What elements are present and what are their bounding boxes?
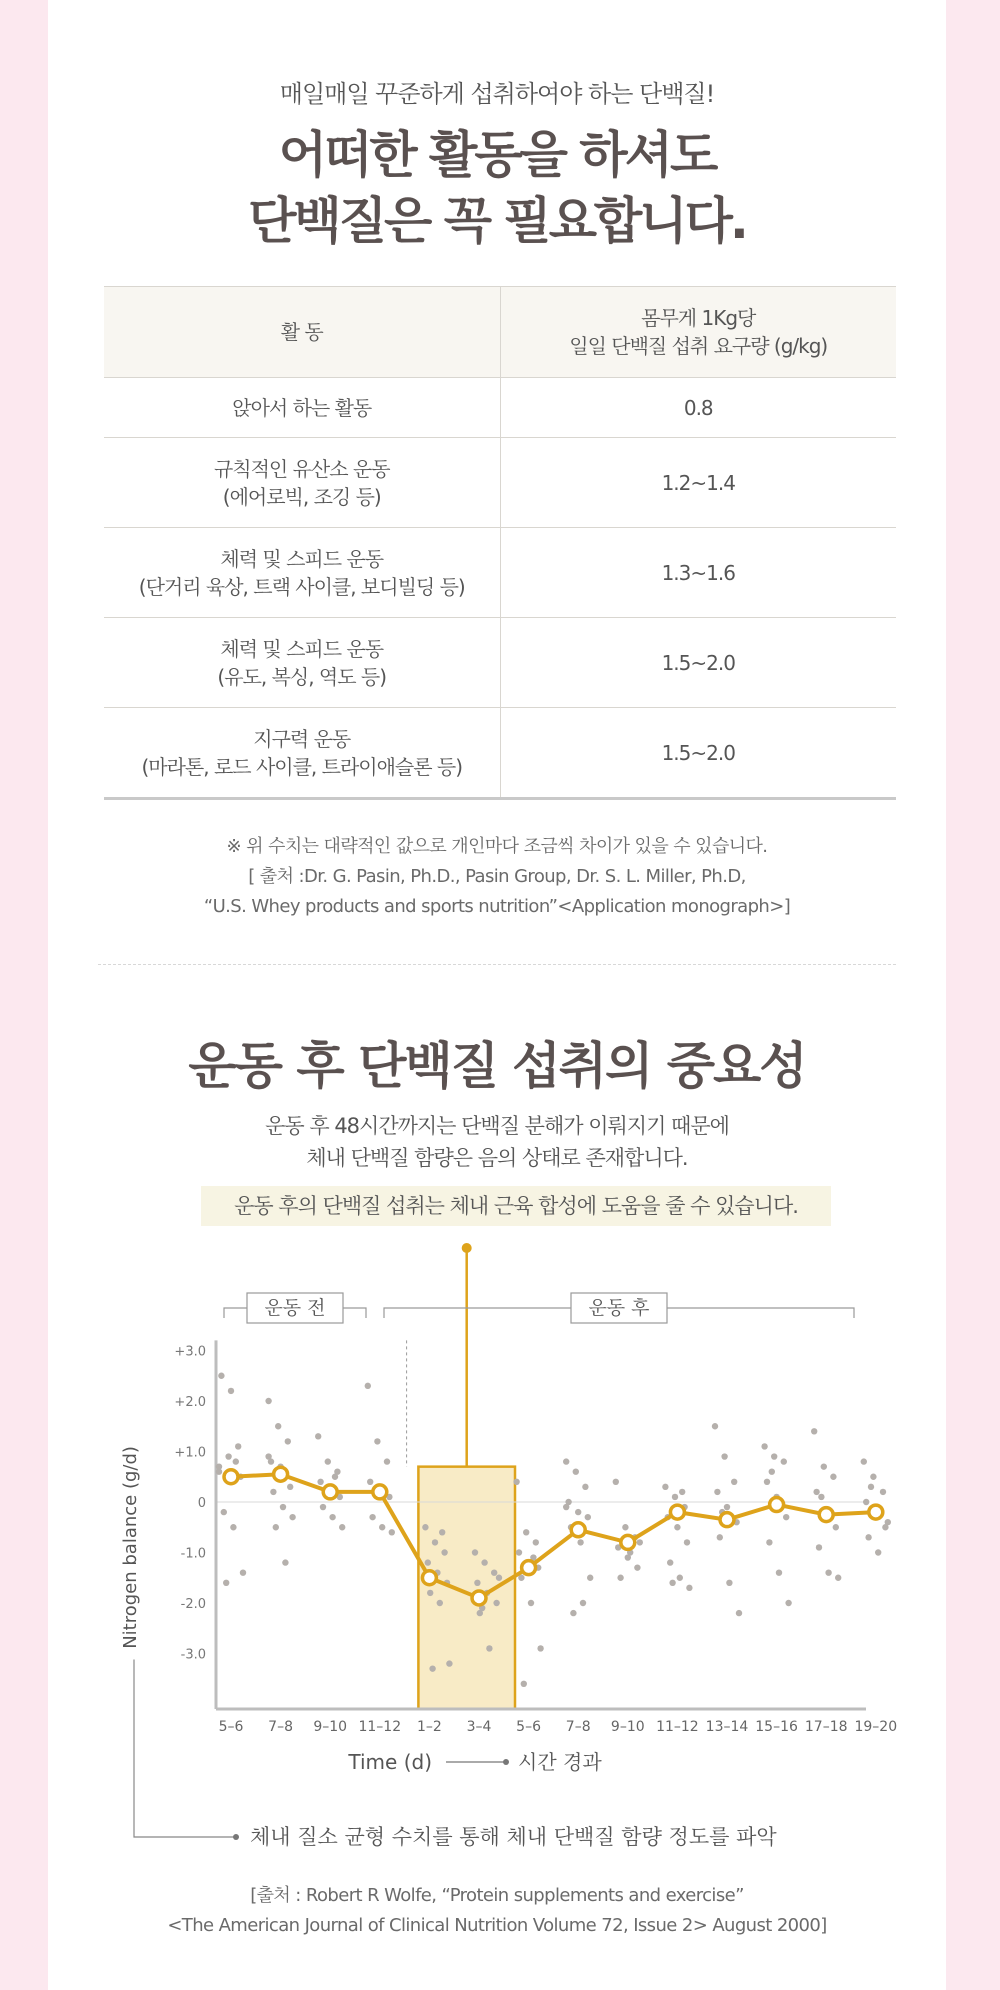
scatter-point xyxy=(587,1575,593,1581)
scatter-point xyxy=(667,1559,673,1565)
x-tick-label: 5–6 xyxy=(516,1719,542,1735)
x-tick-label: 19–20 xyxy=(854,1719,898,1735)
table-header-row xyxy=(104,287,896,378)
scatter-point xyxy=(317,1479,323,1485)
x-tick-label: 17–18 xyxy=(804,1719,848,1735)
x-tick-label: 11–12 xyxy=(358,1719,402,1735)
scatter-point xyxy=(731,1479,737,1485)
scatter-point xyxy=(861,1458,867,1464)
scatter-point xyxy=(270,1489,276,1495)
scatter-point xyxy=(223,1580,229,1586)
scatter-point xyxy=(216,1469,222,1475)
scatter-point xyxy=(637,1539,643,1545)
scatter-point xyxy=(533,1539,539,1545)
activity-cell: 규칙적인 유산소 운동 (에어로빅, 조깅 등) xyxy=(104,438,500,528)
y-tick-label: +2.0 xyxy=(174,1395,206,1410)
scatter-point xyxy=(265,1453,271,1459)
scatter-point xyxy=(835,1575,841,1581)
scatter-point xyxy=(280,1504,286,1510)
value-cell: 1.5~2.0 xyxy=(500,708,896,799)
scatter-point xyxy=(282,1559,288,1565)
scatter-point xyxy=(721,1453,727,1459)
series-point xyxy=(274,1467,288,1481)
scatter-point xyxy=(577,1539,583,1545)
content-card xyxy=(48,0,946,1990)
scatter-point xyxy=(684,1539,690,1545)
x-tick-label: 9–10 xyxy=(313,1719,348,1735)
series-point xyxy=(522,1561,536,1575)
series-point xyxy=(224,1470,238,1484)
scatter-point xyxy=(816,1544,822,1550)
scatter-point xyxy=(493,1600,499,1606)
scatter-point xyxy=(521,1681,527,1687)
source-line: [출처 : Robert R Wolfe, “Protein supplements and exercise” xyxy=(250,1885,744,1906)
scatter-point xyxy=(825,1570,831,1576)
scatter-point xyxy=(570,1610,576,1616)
chart-source xyxy=(48,1881,946,1941)
header-activity: 활 동 xyxy=(104,287,500,378)
table-row xyxy=(104,378,896,438)
note-line: [ 출처 :Dr. G. Pasin, Ph.D., Pasin Group, Dr. S. L. Miller, Ph.D, xyxy=(248,866,746,887)
section-divider xyxy=(98,964,896,965)
scatter-point xyxy=(679,1489,685,1495)
scatter-point xyxy=(811,1428,817,1434)
scatter-point xyxy=(776,1570,782,1576)
scatter-point xyxy=(218,1373,224,1379)
scatter-point xyxy=(441,1549,447,1555)
scatter-point xyxy=(714,1489,720,1495)
x-tick-label: 1–2 xyxy=(416,1719,442,1735)
x-tick-label: 5–6 xyxy=(218,1719,244,1735)
scatter-point xyxy=(332,1474,338,1480)
scatter-point xyxy=(830,1474,836,1480)
scatter-point xyxy=(537,1645,543,1651)
page-headline: 어떠한 활동을 하셔도 단백질은 꼭 필요합니다. xyxy=(248,126,746,250)
scatter-point xyxy=(672,1494,678,1500)
scatter-point xyxy=(585,1514,591,1520)
activity-cell: 체력 및 스피드 운동 (유도, 복싱, 역도 등) xyxy=(104,618,500,708)
value-cell: 1.2~1.4 xyxy=(500,438,896,528)
series-point xyxy=(323,1485,337,1499)
scatter-point xyxy=(422,1524,428,1530)
scatter-point xyxy=(724,1504,730,1510)
scatter-point xyxy=(273,1524,279,1530)
scatter-point xyxy=(833,1524,839,1530)
source-line: <The American Journal of Clinical Nutrition Volume 72, Issue 2> August 2000] xyxy=(167,1915,827,1936)
x-tick-label: 3–4 xyxy=(466,1719,492,1735)
scatter-point xyxy=(289,1514,295,1520)
table-row xyxy=(104,528,896,618)
scatter-point xyxy=(674,1524,680,1530)
scatter-point xyxy=(677,1575,683,1581)
scatter-point xyxy=(769,1469,775,1475)
x-tick-label: 13–14 xyxy=(705,1719,749,1735)
scatter-point xyxy=(622,1524,628,1530)
scatter-point xyxy=(613,1479,619,1485)
scatter-point xyxy=(432,1539,438,1545)
x-tick-label: 7–8 xyxy=(268,1719,294,1735)
scatter-point xyxy=(870,1474,876,1480)
table-notes xyxy=(48,832,946,922)
scatter-point xyxy=(225,1453,231,1459)
scatter-point xyxy=(868,1484,874,1490)
scatter-point xyxy=(736,1610,742,1616)
series-point xyxy=(720,1513,734,1527)
scatter-point xyxy=(863,1499,869,1505)
header-requirement: 몸무게 1Kg당 일일 단백질 섭취 요구량 (g/kg) xyxy=(500,287,896,378)
eyebrow-text: 매일매일 꾸준하게 섭취하여야 하는 단백질! xyxy=(279,80,715,108)
chart-annotation: 체내 질소 균형 수치를 통해 체내 단백질 함량 정도를 파악 xyxy=(250,1825,777,1849)
highlight-banner: 운동 후의 단백질 섭취는 체내 근육 합성에 도움을 줄 수 있습니다. xyxy=(201,1186,831,1226)
scatter-point xyxy=(481,1559,487,1565)
scatter-point xyxy=(686,1585,692,1591)
y-tick-label: -2.0 xyxy=(180,1597,206,1612)
annotation-dot xyxy=(233,1834,239,1840)
scatter-point xyxy=(766,1539,772,1545)
scatter-point xyxy=(221,1509,227,1515)
scatter-point xyxy=(771,1453,777,1459)
table-row xyxy=(104,438,896,528)
series-point xyxy=(670,1505,684,1519)
scatter-point xyxy=(389,1529,395,1535)
scatter-point xyxy=(265,1398,271,1404)
scatter-point xyxy=(662,1484,668,1490)
callout-dot xyxy=(462,1243,472,1253)
scatter-point xyxy=(339,1524,345,1530)
series-point xyxy=(869,1505,883,1519)
scatter-point xyxy=(582,1484,588,1490)
y-tick-label: +1.0 xyxy=(174,1445,206,1461)
x-axis-label: Time (d) xyxy=(348,1750,432,1774)
scatter-point xyxy=(384,1458,390,1464)
table-row xyxy=(104,708,896,799)
scatter-point xyxy=(275,1423,281,1429)
scatter-point xyxy=(717,1534,723,1540)
scatter-point xyxy=(472,1549,478,1555)
phase-before-label: 운동 전 xyxy=(264,1297,326,1319)
scatter-point xyxy=(437,1600,443,1606)
scatter-point xyxy=(486,1645,492,1651)
scatter-point xyxy=(329,1514,335,1520)
value-cell: 0.8 xyxy=(500,378,896,438)
scatter-point xyxy=(439,1529,445,1535)
y-tick-label: 0 xyxy=(197,1496,206,1511)
scatter-point xyxy=(761,1443,767,1449)
value-cell: 1.5~2.0 xyxy=(500,618,896,708)
scatter-point xyxy=(315,1433,321,1439)
scatter-point xyxy=(783,1514,789,1520)
scatter-point xyxy=(427,1590,433,1596)
annotation-line xyxy=(134,1660,234,1838)
note-line: ※ 위 수치는 대략적인 값으로 개인마다 조금씩 차이가 있을 수 있습니다. xyxy=(226,836,768,857)
scatter-point xyxy=(474,1580,480,1586)
x-tick-label: 7–8 xyxy=(565,1719,591,1735)
note-line: “U.S. Whey products and sports nutrition”<Application monograph>] xyxy=(203,896,791,917)
protein-requirement-table xyxy=(104,286,896,800)
scatter-point xyxy=(726,1580,732,1586)
scatter-point xyxy=(374,1438,380,1444)
scatter-point xyxy=(781,1458,787,1464)
scatter-point xyxy=(369,1514,375,1520)
section-description: 운동 후 48시간까지는 단백질 분해가 이뤄지기 때문에 체내 단백질 함량은 음의 상태로 존재합니다. xyxy=(265,1114,729,1170)
scatter-point xyxy=(320,1504,326,1510)
scatter-point xyxy=(325,1458,331,1464)
series-point xyxy=(571,1523,585,1537)
scatter-point xyxy=(228,1388,234,1394)
scatter-point xyxy=(563,1458,569,1464)
series-point xyxy=(422,1571,436,1585)
scatter-point xyxy=(379,1524,385,1530)
scatter-point xyxy=(563,1504,569,1510)
scatter-point xyxy=(287,1484,293,1490)
scatter-point xyxy=(240,1570,246,1576)
series-point xyxy=(621,1535,635,1549)
scatter-point xyxy=(885,1519,891,1525)
scatter-point xyxy=(573,1469,579,1475)
scatter-point xyxy=(235,1443,241,1449)
activity-cell: 지구력 운동 (마라톤, 로드 사이클, 트라이애슬론 등) xyxy=(104,708,500,799)
highlight-range-box xyxy=(418,1467,515,1709)
scatter-point xyxy=(513,1479,519,1485)
scatter-point xyxy=(764,1479,770,1485)
y-tick-label: -3.0 xyxy=(180,1647,206,1663)
scatter-point xyxy=(496,1575,502,1581)
scatter-point xyxy=(233,1458,239,1464)
scatter-point xyxy=(365,1383,371,1389)
y-axis-label: Nitrogen balance (g/d) xyxy=(120,1446,141,1649)
scatter-point xyxy=(528,1600,534,1606)
scatter-point xyxy=(875,1549,881,1555)
scatter-point xyxy=(516,1549,522,1555)
nitrogen-balance-chart xyxy=(48,1230,946,1880)
x-tick-label: 9–10 xyxy=(610,1719,645,1735)
series-point xyxy=(819,1508,833,1522)
scatter-point xyxy=(880,1489,886,1495)
scatter-point xyxy=(634,1564,640,1570)
x-tick-label: 15–16 xyxy=(755,1719,798,1735)
series-point xyxy=(770,1498,784,1512)
scatter-point xyxy=(813,1489,819,1495)
series-point xyxy=(472,1591,486,1605)
phase-after-label: 운동 후 xyxy=(588,1297,650,1319)
scatter-point xyxy=(669,1580,675,1586)
y-tick-label: -1.0 xyxy=(180,1546,206,1562)
scatter-point xyxy=(785,1600,791,1606)
activity-cell: 체력 및 스피드 운동 (단거리 육상, 트랙 사이클, 보디빌딩 등) xyxy=(104,528,500,618)
scatter-point xyxy=(818,1494,824,1500)
x-tick-label: 11–12 xyxy=(656,1719,699,1735)
y-tick-label: +3.0 xyxy=(174,1344,206,1360)
scatter-point xyxy=(712,1423,718,1429)
scatter-point xyxy=(491,1570,497,1576)
scatter-point xyxy=(523,1529,529,1535)
scatter-point xyxy=(230,1524,236,1530)
x-label-arrow-dot xyxy=(503,1759,509,1765)
table-row xyxy=(104,618,896,708)
scatter-point xyxy=(429,1665,435,1671)
scatter-point xyxy=(821,1463,827,1469)
value-cell: 1.3~1.6 xyxy=(500,528,896,618)
scatter-point xyxy=(580,1600,586,1606)
scatter-point xyxy=(575,1509,581,1515)
section-title: 운동 후 단백질 섭취의 중요성 xyxy=(188,1037,806,1095)
activity-cell: 앉아서 하는 활동 xyxy=(104,378,500,438)
scatter-point xyxy=(617,1575,623,1581)
scatter-point xyxy=(285,1438,291,1444)
scatter-point xyxy=(367,1479,373,1485)
x-axis-note: 시간 경과 xyxy=(518,1750,602,1774)
scatter-point xyxy=(865,1534,871,1540)
series-point xyxy=(373,1485,387,1499)
scatter-point xyxy=(446,1660,452,1666)
scatter-point xyxy=(425,1559,431,1565)
